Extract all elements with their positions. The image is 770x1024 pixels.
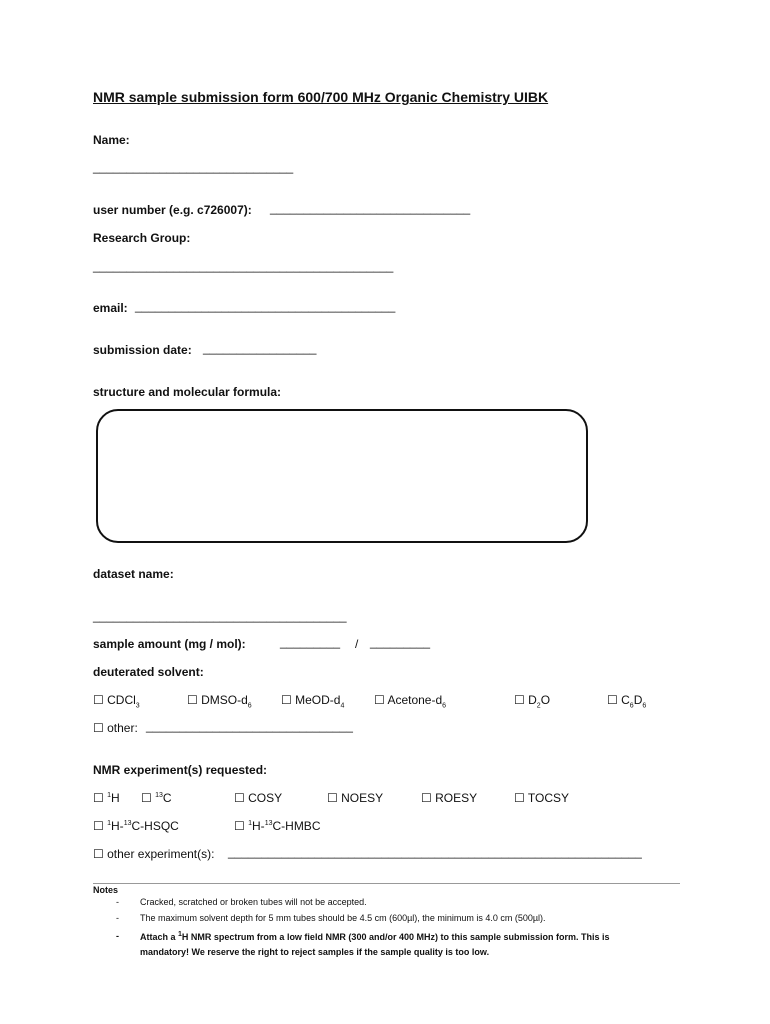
solvent-meod-checkbox[interactable] — [281, 693, 344, 709]
isotope-superscript: 1 — [107, 820, 112, 827]
experiment-label: H- — [111, 819, 124, 833]
checkbox-icon: ☐ — [607, 693, 618, 707]
experiment-label: C — [162, 791, 172, 805]
note-bullet: - — [116, 897, 119, 907]
sample-amount-separator: / — [355, 637, 359, 651]
exp-1h-checkbox[interactable] — [93, 791, 120, 805]
name-field[interactable]: ______________________________ — [93, 160, 294, 174]
experiment-label: C-HMBC — [272, 819, 321, 833]
note-2: The maximum solvent depth for 5 mm tubes should be 4.5 cm (600µl), the minimum is 4.0 cm (500µl). — [140, 913, 546, 923]
solvent-subscript: 6 — [247, 702, 252, 710]
exp-tocsy-checkbox[interactable]: ☐ TOCSY — [514, 791, 569, 805]
solvent-other-field[interactable]: _______________________________ — [146, 719, 353, 733]
user-number-label: user number (e.g. c726007): — [93, 203, 252, 217]
email-field[interactable]: _______________________________________ — [135, 299, 396, 313]
sample-amount-mol-field[interactable]: _________ — [370, 635, 431, 649]
solvent-subscript: 6 — [642, 702, 647, 710]
solvent-cdcl3-checkbox[interactable] — [93, 693, 140, 709]
research-group-field[interactable]: _____________________________________________ — [93, 259, 394, 273]
solvent-subscript: 3 — [135, 702, 140, 710]
experiment-label: C-HSQC — [131, 819, 179, 833]
solvent-subscript: 6 — [442, 702, 447, 710]
exp-roesy-checkbox[interactable]: ☐ ROESY — [421, 791, 478, 805]
page-title: NMR sample submission form 600/700 MHz Organic Chemistry UIBK — [93, 89, 549, 105]
note-1: Cracked, scratched or broken tubes will not be accepted. — [140, 897, 367, 907]
checkbox-icon: ☐ — [281, 693, 292, 707]
note-3-text: H NMR spectrum from a low field NMR (300 and/or 400 MHz) to this sample submission form. This is — [181, 932, 610, 942]
checkbox-icon: ☐ — [93, 819, 104, 833]
sample-amount-mg-field[interactable]: _________ — [280, 635, 341, 649]
checkbox-icon: ☐ — [187, 693, 198, 707]
isotope-superscript: 13 — [123, 820, 132, 827]
checkbox-icon: ☐ — [93, 791, 104, 805]
checkbox-icon: ☐ — [93, 693, 104, 707]
experiments-label: NMR experiment(s) requested: — [93, 763, 268, 777]
note-3 — [140, 931, 610, 942]
checkbox-icon: ☐ — [514, 693, 525, 707]
user-number-field[interactable]: ______________________________ — [270, 201, 471, 215]
sample-amount-label: sample amount (mg / mol): — [93, 637, 246, 651]
exp-hmbc-checkbox[interactable] — [234, 819, 320, 833]
exp-other-checkbox[interactable]: ☐ other experiment(s): — [93, 847, 215, 861]
research-group-label: Research Group: — [93, 231, 191, 245]
exp-13c-checkbox[interactable] — [141, 791, 172, 805]
submission-date-label: submission date: — [93, 343, 192, 357]
solvent-acetone-checkbox[interactable] — [374, 693, 446, 709]
notes-divider — [93, 883, 680, 884]
isotope-superscript: 13 — [264, 820, 273, 827]
solvent-c6d6-checkbox[interactable] — [607, 693, 646, 709]
experiment-label: H — [111, 791, 120, 805]
note-3-text: Attach a — [140, 932, 179, 942]
isotope-superscript: 13 — [155, 792, 163, 799]
solvent-label: D — [528, 693, 537, 707]
solvent-label: DMSO-d — [201, 693, 248, 707]
note-3-continued: mandatory! We reserve the right to reject samples if the sample quality is too low. — [140, 947, 490, 957]
checkbox-icon: ☐ — [141, 791, 152, 805]
email-label: email: — [93, 301, 128, 315]
solvent-d2o-checkbox[interactable] — [514, 693, 550, 709]
isotope-superscript: 1 — [178, 931, 182, 938]
checkbox-icon: ☐ — [374, 693, 385, 707]
exp-hsqc-checkbox[interactable] — [93, 819, 179, 833]
exp-noesy-checkbox[interactable]: ☐ NOESY — [327, 791, 384, 805]
solvent-dmso-checkbox[interactable] — [187, 693, 252, 709]
structure-label: structure and molecular formula: — [93, 385, 282, 399]
isotope-superscript: 1 — [107, 792, 112, 799]
structure-box[interactable] — [96, 409, 588, 543]
exp-cosy-checkbox[interactable]: ☐ COSY — [234, 791, 283, 805]
solvent-label: MeOD-d — [295, 693, 341, 707]
solvent-subscript: 6 — [629, 702, 634, 710]
solvent-label: Acetone-d — [387, 693, 443, 707]
submission-date-field[interactable]: _________________ — [203, 341, 317, 355]
solvent-other-checkbox[interactable]: ☐ other: — [93, 721, 138, 735]
exp-other-field[interactable]: ______________________________________________________________ — [228, 845, 642, 859]
note-bullet: - — [116, 931, 119, 941]
note-bullet: - — [116, 913, 119, 923]
experiment-label: H- — [252, 819, 265, 833]
solvent-label-tail: D — [633, 693, 643, 707]
solvent-subscript: 4 — [340, 702, 345, 710]
deuterated-solvent-label: deuterated solvent: — [93, 665, 204, 679]
name-label: Name: — [93, 133, 130, 147]
checkbox-icon: ☐ — [234, 819, 245, 833]
solvent-label-tail: O — [540, 693, 551, 707]
solvent-label: C — [621, 693, 630, 707]
dataset-name-label: dataset name: — [93, 567, 174, 581]
solvent-subscript: 2 — [536, 702, 541, 710]
dataset-name-field[interactable]: ______________________________________ — [93, 609, 347, 623]
solvent-label: CDCl — [107, 693, 136, 707]
isotope-superscript: 1 — [248, 820, 253, 827]
notes-heading: Notes — [93, 885, 119, 895]
